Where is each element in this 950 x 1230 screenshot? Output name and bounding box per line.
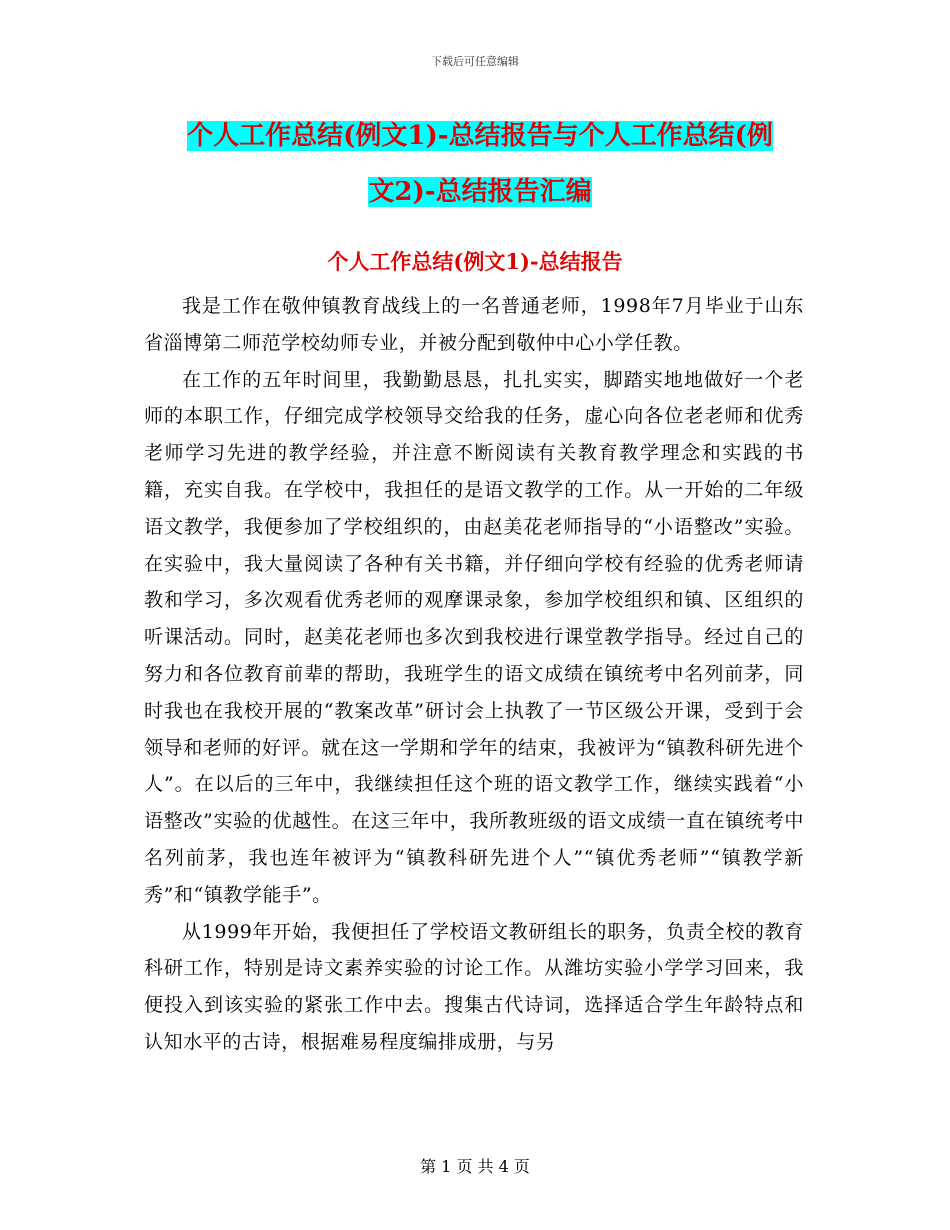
paragraph-3: 从1999年开始，我便担任了学校语文教研组长的职务，负责全校的教育科研工作，特别是诗文素养实验的讨论工作。从潍坊实验小学学习回来，我便投入到该实验的紧张工作中去。搜集古代诗词，选择适合学生年龄特点和认知水平的古诗，根据难易程度编排成册，与另 [144,920,804,1053]
header-note: 下载后可任意编辑 [431,55,519,68]
document-title-line-2: 文2)-总结报告汇编 [368,177,592,207]
paragraph-1: 我是工作在敬仲镇教育战线上的一名普通老师，1998年7月毕业于山东省淄博第二师范学校幼师专业，并被分配到敬仲中心小学任教。 [144,295,804,354]
section-title: 个人工作总结(例文1)-总结报告 [327,249,623,274]
document-title [140,108,820,220]
page-number: 第 1 页 共 4 页 [420,1157,530,1176]
paragraph-2: 在工作的五年时间里，我勤勤恳恳，扎扎实实，脚踏实地地做好一个老师的本职工作，仔细完成学校领导交给我的任务，虚心向各位老老师和优秀老师学习先进的教学经验，并注意不断阅读有关教育教学理念和实践的书籍，充实自我。在学校中，我担任的是语文教学的工作。从一开始的二年级语文教学，我便参加了学校组织的，由赵美花老师指导的“小语整改”实验。在实验中，我大量阅读了各种有关书籍，并仔细向学校有经验的优秀老师请教和学习，多次观看优秀老师的观摩课录象，参加学校组织和镇、区组织的听课活动。同时，赵美花老师也多次到我校进行课堂教学指导。经过自己的努力和各位教育前辈的帮助，我班学生的语文成绩在镇统考中名列前茅，同时我也在我校开展的“教案改革”研讨会上执教了一节区级公开课，受到于会领导和老师的好评。就在这一学期和学年的结束，我被评为“镇教科研先进个人”。在以后的三年中，我继续担任这个班的语文教学工作，继续实践着“小语整改”实验的优越性。在这三年中，我所教班级的语文成绩一直在镇统考中名列前茅，我也连年被评为“镇教科研先进个人”“镇优秀老师”“镇教学新秀”和“镇教学能手”。 [144,368,804,906]
document-title-line-1: 个人工作总结(例文1)-总结报告与个人工作总结(例 [187,121,773,151]
body-text [144,288,804,1061]
